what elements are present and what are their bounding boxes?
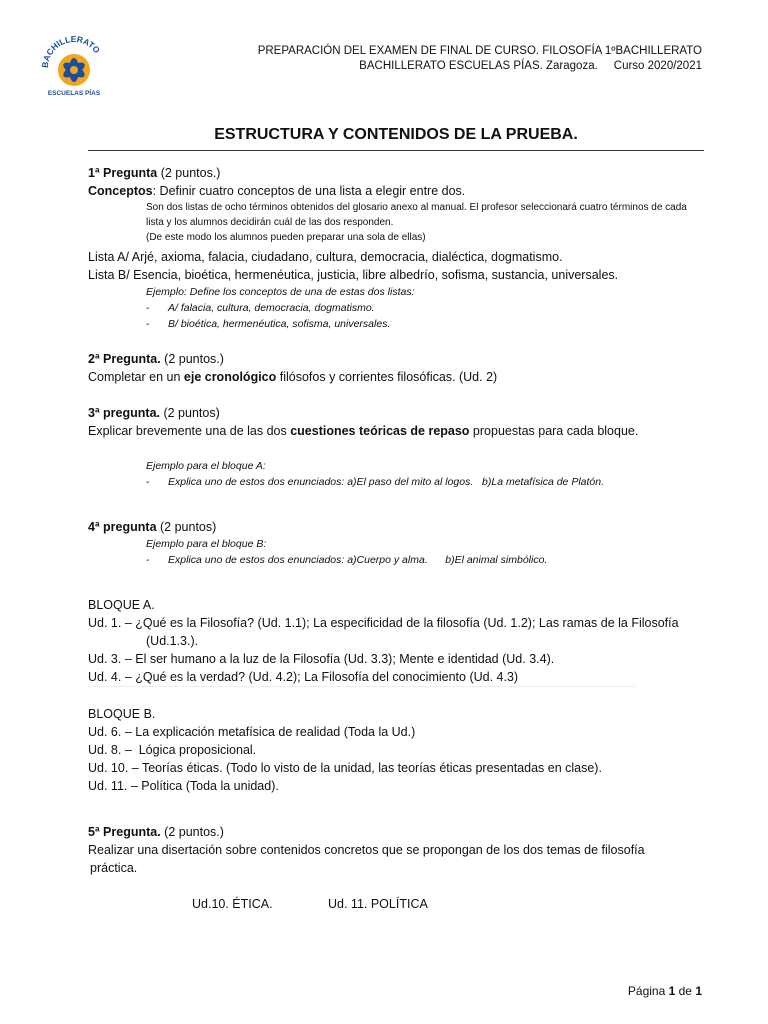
q1-concepts-label: Conceptos [88,184,153,198]
bloque-a-title: BLOQUE A. [88,598,155,612]
q3-text [88,422,728,440]
q2-text-before: Completar en un [88,370,184,384]
q4-label: 4ª pregunta [88,520,157,534]
header-line-2: BACHILLERATO ESCUELAS PÍAS. Zaragoza. Curso 2020/2021 [359,60,702,72]
bloque-b-item: Ud. 8. – Lógica proposicional. [88,743,257,757]
document-header [258,44,702,74]
q3-text-bold: cuestiones teóricas de repaso [290,424,470,438]
q4-heading [88,518,728,536]
q1-note-1: Son dos listas de ocho términos obtenidos del glosario anexo al manual. El profesor seleccionará cuatro términos de cada lista y los alumnos decidirán cuál de las dos responden. [146,202,687,228]
bloque-b-item: Ud. 11. – Política (Toda la unidad). [88,779,279,793]
q1-concepts-text: : Definir cuatro conceptos de una lista a elegir entre dos. [152,184,466,198]
q4-example-item-text: Explica uno de estos dos enunciados: a)Cuerpo y alma. b)El animal simbólico. [168,554,548,566]
q1-note-2: (De este modo los alumnos pueden preparar una sola de ellas) [146,232,426,243]
bloque-b-title: BLOQUE B. [88,707,156,721]
q1-concepts [88,182,728,200]
q5-topic-1: Ud.10. ÉTICA. [192,897,273,911]
q1-example-intro: Ejemplo: Define los conceptos de una de estas dos listas: [146,286,415,298]
q2-text [88,368,728,386]
q5-label: 5ª Pregunta. [88,825,161,839]
q3-text-before: Explicar brevemente una de las dos [88,424,291,438]
q3-points: (2 puntos) [160,406,220,420]
q1-label: 1ª Pregunta [88,166,158,180]
q1-list-a: Lista A/ Arjé, axioma, falacia, ciudadano, cultura, democracia, dialéctica, dogmatismo. [88,250,563,264]
q1-heading [88,164,728,182]
q1-example-b-text: B/ bioética, hermenéutica, sofisma, universales. [168,318,391,330]
bloque-a-item: Ud. 1. – ¿Qué es la Filosofía? (Ud. 1.1); La especificidad de la filosofía (Ud. 1.2); Las ramas de la Filosofía [88,616,679,630]
header-line-1: PREPARACIÓN DEL EXAMEN DE FINAL DE CURSO. FILOSOFÍA 1ºBACHILLERATO [257,45,702,57]
q3-example-item: - Explica uno de estos dos enunciados: a)El paso del mito al logos. b)La metafísica de Platón. [146,476,605,488]
document-body [88,164,728,913]
bloque-b-item: Ud. 6. – La explicación metafísica de realidad (Toda la Ud.) [88,725,416,739]
q3-example-item-text: Explica uno de estos dos enunciados: a)El paso del mito al logos. b)La metafísica de Platón. [168,476,605,488]
page-middle: de [675,984,696,998]
bloque-b-item: Ud. 10. – Teorías éticas. (Todo lo visto de la unidad, las teorías éticas presentadas en clase). [88,761,602,775]
q3-text-after: propuestas para cada bloque. [469,424,639,438]
logo-bottom-text: ESCUELAS PÍAS [47,90,101,97]
page-prefix: Página [627,984,669,998]
q1-example-a-text: A/ falacia, cultura, democracia, dogmatismo. [168,302,375,314]
q5-heading [88,823,728,841]
page-current: 1 [668,984,676,998]
q5-points: (2 puntos.) [160,825,224,839]
q5-topic-2: Ud. 11. POLÍTICA [328,897,428,911]
q5-topics [192,895,728,913]
q1-points: (2 puntos.) [157,166,221,180]
page-total: 1 [695,984,702,998]
page-title: ESTRUCTURA Y CONTENIDOS DE LA PRUEBA. [214,126,578,143]
bloque-a-item: (Ud.1.3.). [146,634,199,648]
school-logo [38,28,110,98]
q2-label: 2ª Pregunta. [88,352,161,366]
q1-example-a: - A/ falacia, cultura, democracia, dogmatismo. [146,302,375,314]
title-rule [88,150,704,151]
q2-text-after: filósofos y corrientes filosóficas. (Ud. 2) [276,370,498,384]
q3-heading [88,404,728,422]
q4-example-intro: Ejemplo para el bloque B: [146,538,267,550]
q4-example-item: - Explica uno de estos dos enunciados: a)Cuerpo y alma. b)El animal simbólico. [146,554,548,566]
page-number [628,984,702,998]
q2-text-bold: eje cronológico [183,370,277,384]
q3-label: 3ª pregunta. [88,406,160,420]
q3-example-intro: Ejemplo para el bloque A: [146,460,266,472]
q5-text-2: práctica. [90,861,138,875]
q2-points: (2 puntos.) [160,352,224,366]
q1-list-b: Lista B/ Esencia, bioética, hermenéutica, justicia, libre albedrío, sofisma, sustancia, universales. [88,268,619,282]
bloque-a-item: Ud. 4. – ¿Qué es la verdad? (Ud. 4.2); La Filosofía del conocimiento (Ud. 4.3) [88,670,519,684]
q4-points: (2 puntos) [156,520,217,534]
q5-text-1: Realizar una disertación sobre contenidos concretos que se propongan de los dos temas de filosofía [88,843,645,857]
q1-example-b: - B/ bioética, hermenéutica, sofisma, universales. [146,318,391,330]
bloque-a-item: Ud. 3. – El ser humano a la luz de la Filosofía (Ud. 3.3); Mente e identidad (Ud. 3.4). [88,652,555,666]
q2-heading [88,350,728,368]
logo-top-text: BACHILLERATO [39,33,103,69]
